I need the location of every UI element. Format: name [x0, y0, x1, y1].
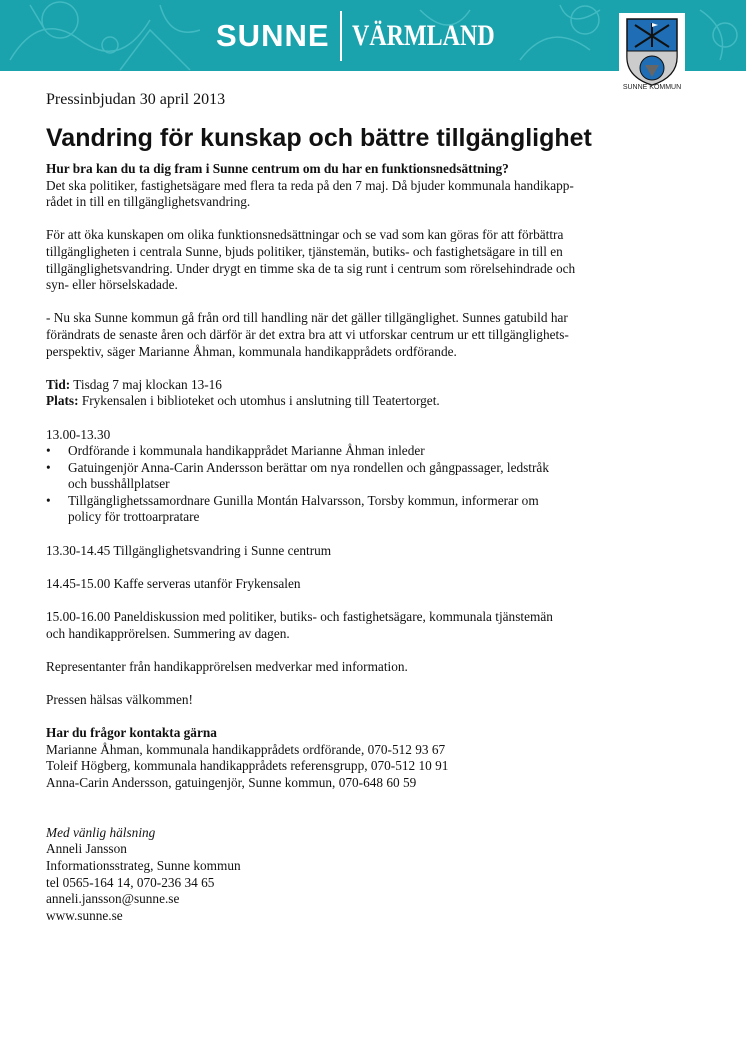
- p2-line: tillgängligheten i centrala Sunne, bjuds politiker, tjänstemän, butiks- och fastighetsägare in till en: [46, 243, 563, 259]
- brand-divider: [340, 11, 342, 61]
- closing-text: Med vänlig hälsning: [46, 824, 156, 840]
- schedule-item: och handikapprörelsen. Summering av dagen.: [46, 625, 290, 641]
- p3-line: perspektiv, säger Marianne Åhman, kommunala handikapprådets ordförande.: [46, 343, 457, 359]
- lead: [46, 161, 646, 178]
- page-title: Vandring för kunskap och bättre tillgänglighet: [46, 124, 592, 152]
- schedule-item: 13.00-13.30: [46, 426, 111, 442]
- lead-text: Hur bra kan du ta dig fram i Sunne centrum om du har en funktionsnedsättning?: [46, 161, 509, 176]
- p3-line: - Nu ska Sunne kommun gå från ord till handling när det gäller tillgänglighet. Sunnes gatubild har: [46, 310, 568, 326]
- time-value: Tisdag 7 maj klockan 13-16: [70, 376, 222, 392]
- contact-line: Toleif Högberg, kommunala handikapprådets referensgrupp, 070-512 10 91: [46, 758, 449, 774]
- signature-title: Informationsstrateg, Sunne kommun: [46, 857, 241, 873]
- p1-line: rådet in till en tillgänglighetsvandring.: [46, 194, 251, 210]
- schedule-item: 13.30-14.45 Tillgänglighetsvandring i Sunne centrum: [46, 542, 332, 558]
- brand-logo: [216, 14, 530, 58]
- time-label: Tid:: [46, 376, 71, 392]
- p2-line: tillgänglighetsvandring. Under drygt en timme ska de ta sig runt i centrum som rörelsehindrade och: [46, 260, 576, 276]
- bullet-item: • Ordförande i kommunala handikapprådet Marianne Åhman inleder: [46, 443, 646, 460]
- closing: [46, 825, 646, 842]
- bullet-item: • Gatuingenjör Anna-Carin Andersson berättar om nya rondellen och gångpassager, ledstråk: [46, 460, 646, 477]
- brand-varmland: VÄRMLAND: [351, 19, 495, 52]
- place-label: Plats:: [46, 393, 79, 409]
- bullet-item-cont: och busshållplatser: [68, 476, 170, 492]
- contact-line: Marianne Åhman, kommunala handikapprådets ordförande, 070-512 93 67: [46, 741, 446, 757]
- signature-email[interactable]: anneli.jansson@sunne.se: [46, 891, 180, 907]
- bullet-item: • Tillgänglighetssamordnare Gunilla Montán Halvarsson, Torsby kommun, informerar om: [46, 493, 646, 510]
- place-line: [46, 393, 646, 410]
- coat-of-arms-icon: [619, 13, 685, 89]
- p3-line: förändrats de senaste åren och därför är det extra bra att vi utforskar centrum ur ett tillgänglighets-: [46, 326, 569, 342]
- contact-heading-text: Har du frågor kontakta gärna: [46, 725, 217, 741]
- time-line: [46, 377, 646, 394]
- contact-line: Anna-Carin Andersson, gatuingenjör, Sunne kommun, 070-648 60 59: [46, 774, 417, 790]
- body-text: [46, 161, 646, 924]
- date-line: Pressinbjudan 30 april 2013: [46, 91, 226, 108]
- p2-line: syn- eller hörselskadade.: [46, 277, 178, 293]
- place-value: Frykensalen i biblioteket och utomhus i anslutning till Teatertorget.: [78, 393, 440, 409]
- welcome-line: Pressen hälsas välkommen!: [46, 692, 193, 707]
- signature-phone: tel 0565-164 14, 070-236 34 65: [46, 874, 215, 890]
- schedule-item: 15.00-16.00 Paneldiskussion med politiker, butiks- och fastighetsägare, kommunala tjänstemän: [46, 609, 553, 625]
- signature-website[interactable]: www.sunne.se: [46, 907, 123, 923]
- schedule-item: 14.45-15.00 Kaffe serveras utanför Frykensalen: [46, 575, 301, 591]
- contact-heading: [46, 725, 646, 742]
- p1-line: Det ska politiker, fastighetsägare med flera ta reda på den 7 maj. Då bjuder kommunala handikapp-: [46, 177, 574, 193]
- brand-sunne: SUNNE: [216, 18, 330, 53]
- info-line: Representanter från handikapprörelsen medverkar med information.: [46, 658, 408, 674]
- p2-line: För att öka kunskapen om olika funktionsnedsättningar och se vad som kan göras för att förbättra: [46, 227, 564, 243]
- crest-label: SUNNE KOMMUN: [622, 84, 682, 91]
- bullet-item-cont: policy för trottoarpratare: [68, 509, 200, 525]
- signature-name: Anneli Jansson: [46, 841, 127, 857]
